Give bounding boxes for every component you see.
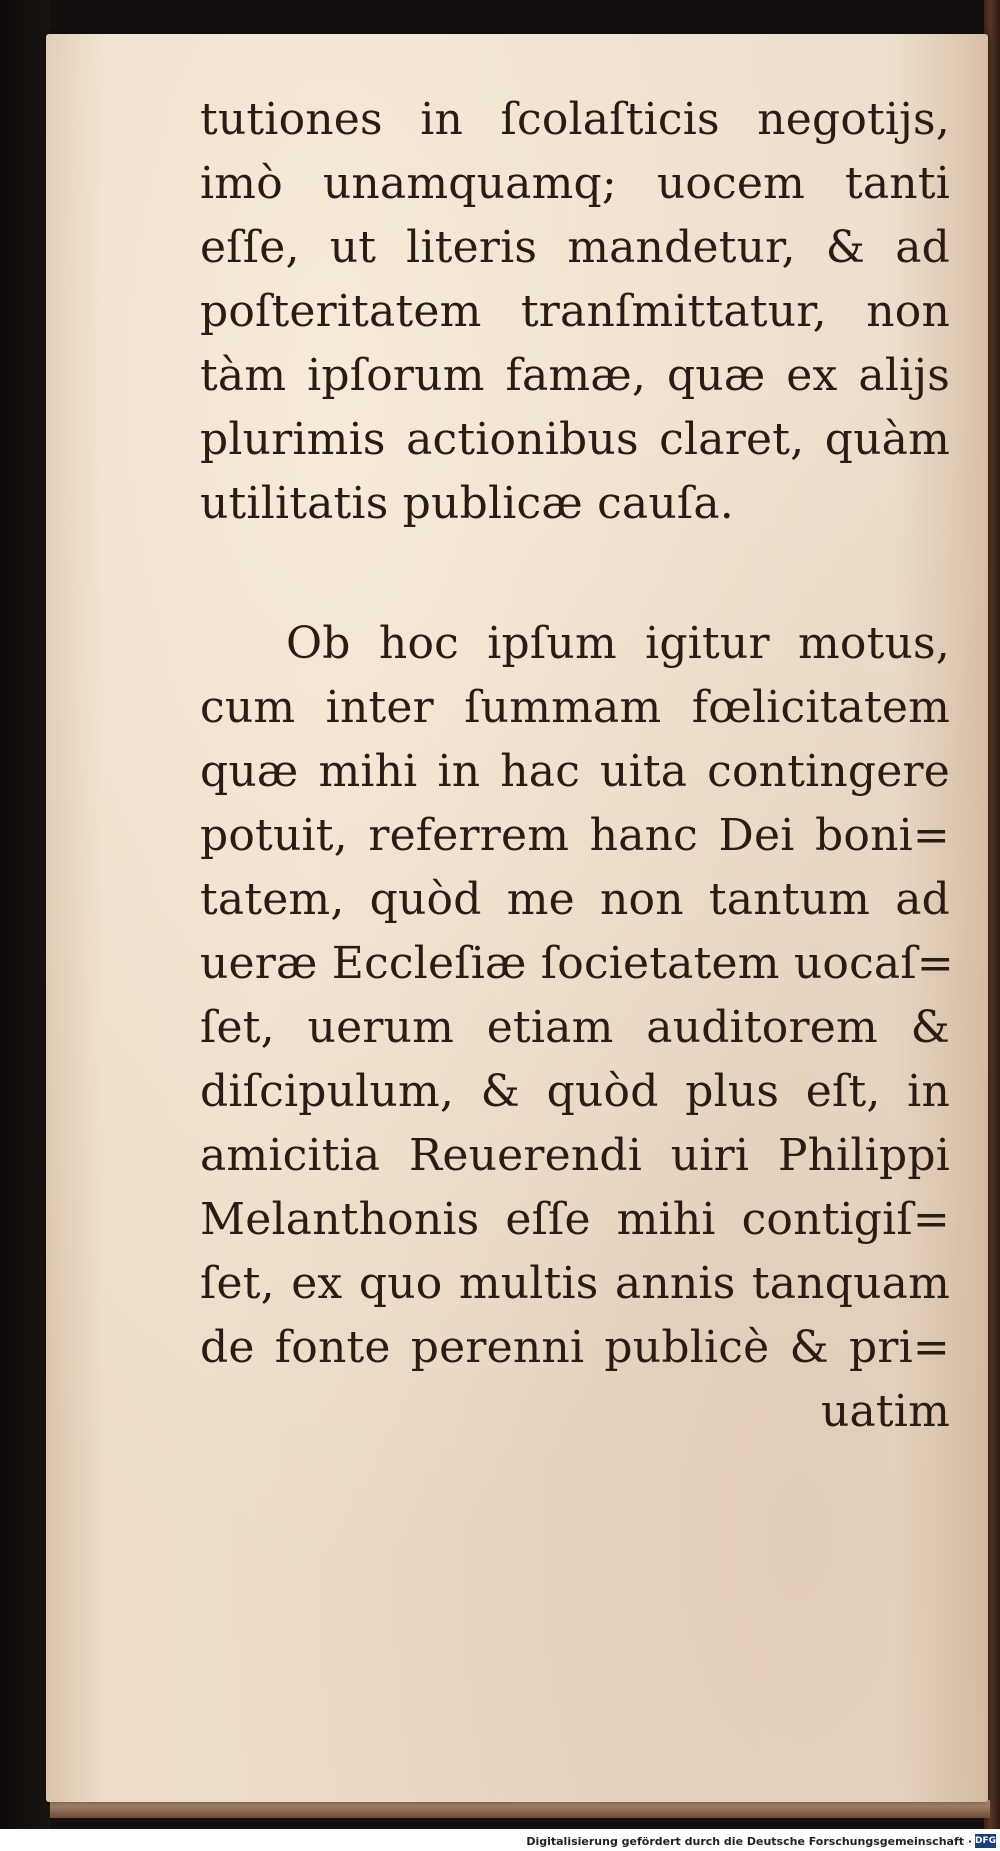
left-binding-shadow: [0, 0, 50, 1851]
text-line: tutiones in ſcolaſticis negotijs,: [200, 94, 950, 145]
footer-credit: Digitalisierung gefördert durch die Deutsche Forschungsgemeinschaft ·: [526, 1835, 972, 1848]
text-line: imò unamquamq; uocem tanti: [200, 158, 950, 209]
text-line: de fonte perenni publicè & pri=: [200, 1322, 950, 1373]
catchword: uatim: [820, 1386, 950, 1437]
text-line: Melanthonis eſſe mihi contigiſ=: [200, 1194, 950, 1245]
dfg-logo-icon: DFG: [975, 1836, 997, 1846]
text-line: cum inter ſummam fœlicitatem: [200, 682, 950, 733]
text-line: plurimis actionibus claret, quàm: [200, 414, 950, 465]
footer-bar: [0, 1829, 1000, 1851]
text-line: potuit, referrem hanc Dei boni=: [200, 810, 950, 861]
text-line: ſet, ex quo multis annis tanquam: [200, 1258, 950, 1309]
text-line: quæ mihi in hac uita contingere: [200, 746, 950, 797]
text-line: utilitatis publicæ cauſa.: [200, 478, 734, 529]
text-line: ſet, uerum etiam auditorem &: [200, 1002, 950, 1053]
text-line: tatem, quòd me non tantum ad: [200, 874, 950, 925]
text-line: poſteritatem tranſmittatur, non: [200, 286, 950, 337]
text-line: tàm ipſorum famæ, quæ ex alijs: [200, 350, 950, 401]
page-text: [200, 88, 954, 1444]
paragraph-gap: [200, 536, 950, 612]
text-line: Ob hoc ipſum igitur motus,: [286, 618, 950, 669]
page-bottom-edge: [50, 1800, 990, 1818]
text-line: ueræ Eccleſiæ ſocietatem uocaſ=: [200, 938, 954, 989]
text-line: eſſe, ut literis mandetur, & ad: [200, 222, 950, 273]
text-line: diſcipulum, & quòd plus eſt, in: [200, 1066, 950, 1117]
text-line: amicitia Reuerendi uiri Philippi: [200, 1130, 950, 1181]
